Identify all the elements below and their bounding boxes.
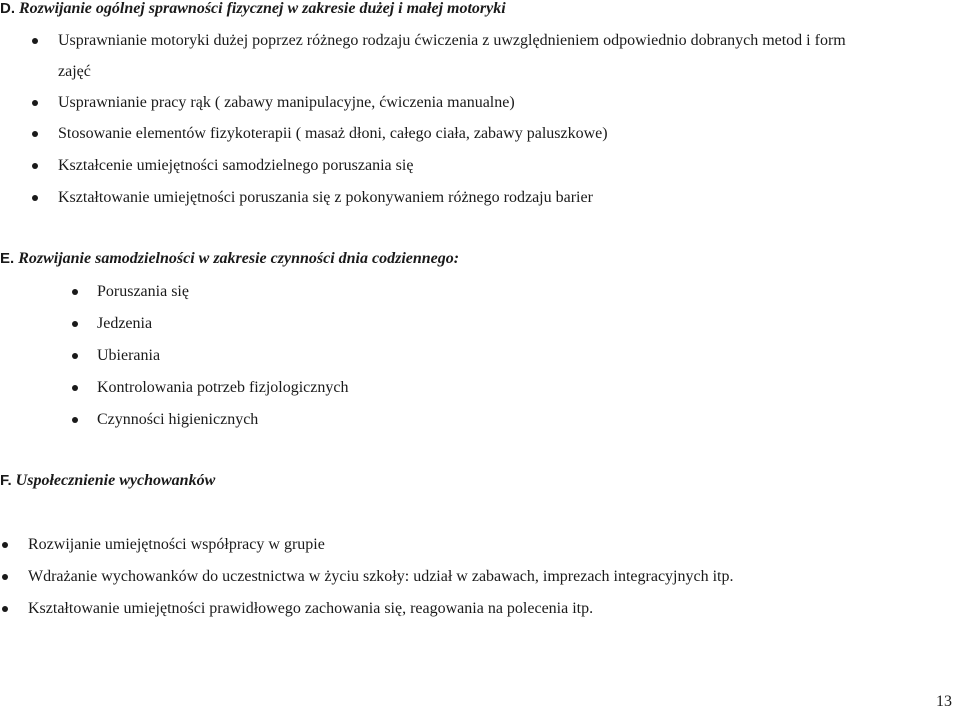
bullet-icon <box>2 606 8 612</box>
section-e-heading <box>0 250 459 268</box>
bullet-icon <box>72 321 78 327</box>
list-item: Kontrolowania potrzeb fizjologicznych <box>97 379 349 396</box>
section-f-heading <box>0 472 215 490</box>
bullet-icon <box>32 38 38 44</box>
list-item: Stosowanie elementów fizykoterapii ( masaż dłoni, całego ciała, zabawy paluszkowe) <box>58 125 608 142</box>
bullet-icon <box>72 289 78 295</box>
section-d-title: Rozwijanie ogólnej sprawności fizycznej w zakresie dużej i małej motoryki <box>19 0 506 17</box>
bullet-icon <box>72 417 78 423</box>
list-item: Jedzenia <box>97 315 153 332</box>
bullet-icon <box>72 385 78 391</box>
bullet-icon <box>32 163 38 169</box>
list-item: Poruszania się <box>97 283 189 300</box>
bullet-icon <box>2 574 8 580</box>
section-e-letter: E. <box>0 250 15 267</box>
list-item-continuation: zajęć <box>58 63 91 80</box>
page-number: 13 <box>936 693 952 710</box>
section-d-letter: D. <box>0 0 15 17</box>
section-e-title: Rozwijanie samodzielności w zakresie czynności dnia codziennego: <box>18 250 460 267</box>
list-item: Wdrażanie wychowanków do uczestnictwa w życiu szkoły: udział w zabawach, imprezach integracyjnych itp. <box>28 568 734 585</box>
list-item: Kształtowanie umiejętności prawidłowego zachowania się, reagowania na polecenia itp. <box>28 600 594 617</box>
list-item: Czynności higienicznych <box>97 411 259 428</box>
list-item: Kształtowanie umiejętności poruszania się z pokonywaniem różnego rodzaju barier <box>58 189 593 206</box>
section-f-title: Uspołecznienie wychowanków <box>15 472 216 489</box>
list-item: Rozwijanie umiejętności współpracy w grupie <box>28 536 325 553</box>
bullet-icon <box>2 542 8 548</box>
list-item: Kształcenie umiejętności samodzielnego poruszania się <box>58 157 414 174</box>
bullet-icon <box>72 353 78 359</box>
section-f-letter: F. <box>0 472 12 489</box>
bullet-icon <box>32 131 38 137</box>
bullet-icon <box>32 195 38 201</box>
list-item: Ubierania <box>97 347 161 364</box>
bullet-icon <box>32 100 38 106</box>
list-item: Usprawnianie motoryki dużej poprzez różnego rodzaju ćwiczenia z uwzględnieniem odpowiednio dobranych metod i form <box>58 32 846 49</box>
section-d-heading <box>0 0 506 18</box>
list-item: Usprawnianie pracy rąk ( zabawy manipulacyjne, ćwiczenia manualne) <box>58 94 515 111</box>
